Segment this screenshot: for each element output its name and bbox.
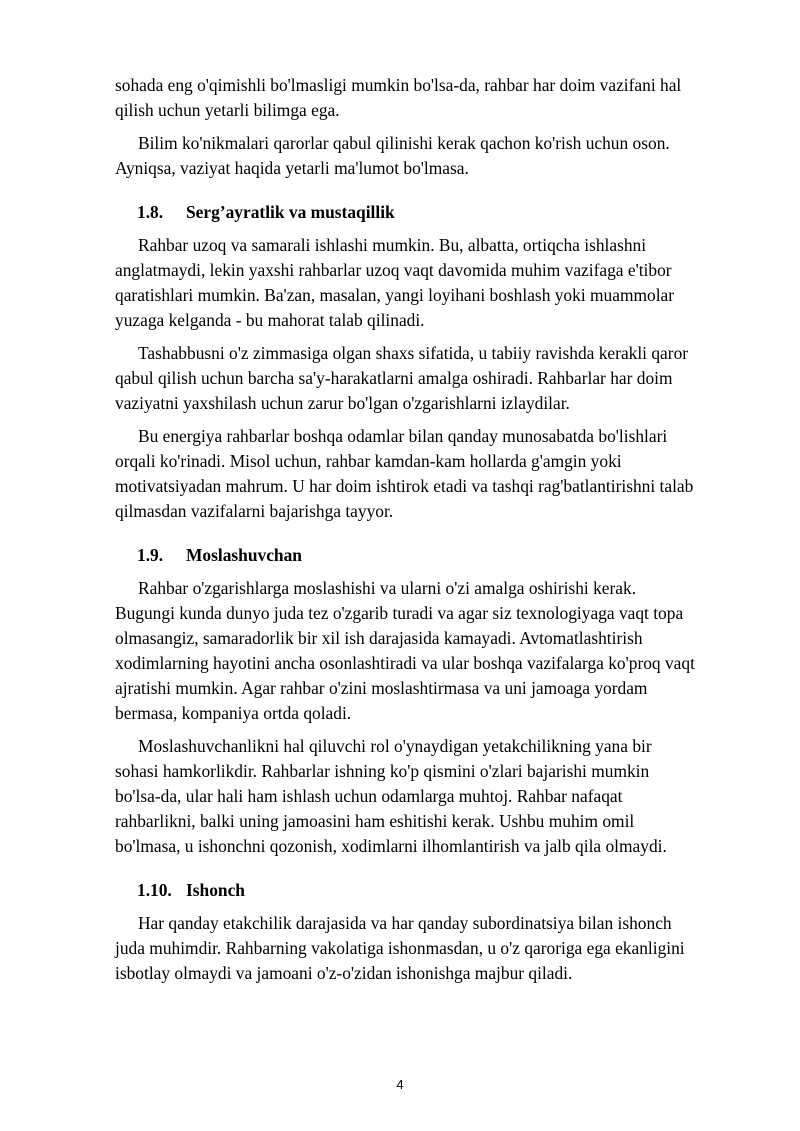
paragraph: Moslashuvchanlikni hal qiluvchi rol o'ynaydigan yetakchilikning yana bir sohasi hamkorlikdir. Rahbarlar ishning ko'p qismini o'zlari bajarishi mumkin bo'lsa-da, ular hali ham ishlash uchun odamlarga muhtoj. Rahbar nafaqat rahbarlikni, balki uning jamoasini ham eshitishi kerak. Ushbu muhim omil bo'lmasa, u ishonchni qozonish, xodimlarni ilhomlantirish va jalb qila olmaydi. — [115, 736, 667, 856]
section-heading-1-9 — [137, 543, 745, 568]
section-number: 1.8. — [137, 202, 164, 222]
paragraph: Bu energiya rahbarlar boshqa odamlar bilan qanday munosabatda bo'lishlari orqali ko'rinadi. Misol uchun, rahbar kamdan-kam hollarda g'amgin yoki motivatsiyadan mahrum. U har doim ishtirok etadi va tashqi rag'batlantirishni talab qilmasdan vazifalarni bajarishga tayyor. — [115, 426, 694, 521]
paragraph: Rahbar uzoq va samarali ishlashi mumkin. Bu, albatta, ortiqcha ishlashni anglatmaydi, lekin yaxshi rahbarlar uzoq vaqt davomida muhim vazifaga e'tibor qaratishlari mumkin. Ba'zan, masalan, yangi loyihani boshlash yoki muammolar yuzaga kelganda - bu mahorat talab qilinadi. — [115, 235, 675, 330]
paragraph: Har qanday etakchilik darajasida va har qanday subordinatsiya bilan ishonch juda muhimdir. Rahbarning vakolatiga ishonmasdan, u o'z qaroriga ega ekanligini isbotlay olmaydi va jamoani o'z-o'zidan ishonishga majbur qiladi. — [115, 913, 685, 983]
section-number: 1.9. — [137, 545, 164, 565]
section-heading-1-10 — [137, 878, 745, 903]
section-heading-1-8 — [137, 200, 745, 225]
document-page — [115, 73, 745, 994]
paragraph: Bilim ko'nikmalari qarorlar qabul qilinishi kerak qachon ko'rish uchun oson. Ayniqsa, vaziyat haqida yetarli ma'lumot bo'lmasa. — [115, 133, 670, 178]
section-title: Ishonch — [186, 880, 245, 900]
page-number: 4 — [396, 1077, 404, 1092]
paragraph: Tashabbusni o'z zimmasiga olgan shaxs sifatida, u tabiiy ravishda kerakli qaror qabul qilish uchun barcha sa'y-harakatlarni amalga oshiradi. Rahbarlar har doim vaziyatni yaxshilash uchun zarur bo'lgan o'zgarishlarni izlaydilar. — [115, 343, 689, 413]
section-number: 1.10. — [137, 880, 172, 900]
paragraph: sohada eng o'qimishli bo'lmasligi mumkin bo'lsa-da, rahbar har doim vazifani hal qilish uchun yetarli bilimga ega. — [115, 75, 682, 120]
section-title: Moslashuvchan — [186, 545, 302, 565]
paragraph: Rahbar o'zgarishlarga moslashishi va ularni o'zi amalga oshirishi kerak. Bugungi kunda dunyo juda tez o'zgarib turadi va agar siz texnologiyaga vaqt topa olmasangiz, samaradorlik bir xil ish darajasida kamayadi. Avtomatlashtirish xodimlarning hayotini ancha osonlashtiradi va ular boshqa vazifalarga ko'proq vaqt ajratishi mumkin. Agar rahbar o'zini moslashtirmasa va uni jamoaga yordam bermasa, kompaniya ortda qoladi. — [115, 578, 695, 723]
section-title: Serg’ayratlik va mustaqillik — [186, 202, 395, 222]
